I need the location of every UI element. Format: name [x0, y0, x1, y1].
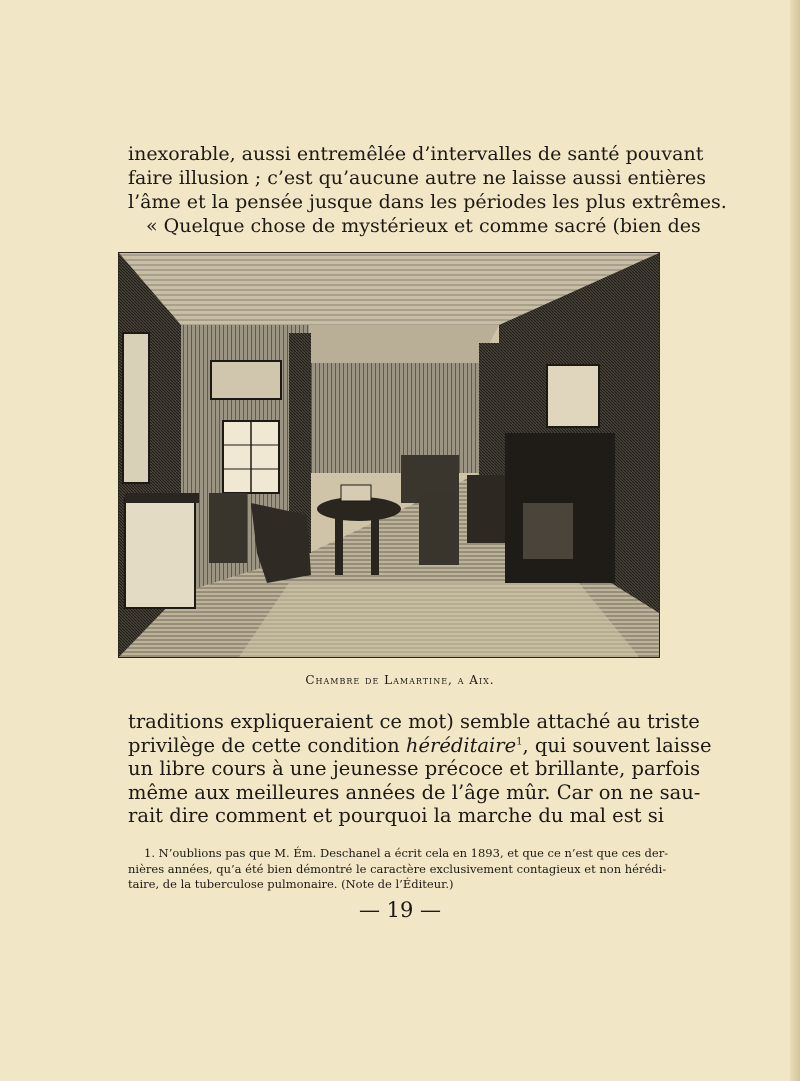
- text-line: traditions expliqueraient ce mot) semble attaché au triste: [128, 710, 700, 733]
- footnote-line: taire, de la tuberculose pulmonaire. (Note de l’Éditeur.): [128, 877, 454, 891]
- italic-word: héréditaire: [405, 733, 517, 757]
- text-line: un libre cours à une jeunesse précoce et brillante, parfois: [128, 757, 701, 780]
- room-engraving-image: [119, 253, 659, 657]
- text-segment: privilège de cette condition: [128, 733, 406, 757]
- page-number: — 19 —: [358, 898, 442, 922]
- paragraph-bottom: [128, 710, 712, 828]
- text-segment: , qui souvent laisse: [522, 733, 712, 757]
- text-line: inexorable, aussi entremêlée d’intervalles de santé pouvant: [128, 143, 704, 165]
- text-line: rait dire comment et pourquoi la marche du mal est si: [128, 804, 665, 827]
- figure-caption: Chambre de Lamartine, a Aix.: [305, 673, 495, 687]
- text-line: [128, 733, 712, 758]
- text-line: l’âme et la pensée jusque dans les périodes les plus extrêmes.: [128, 191, 727, 213]
- text-line: même aux meilleures années de l’âge mûr. Car on ne sau-: [128, 780, 701, 804]
- paragraph-top: [128, 142, 727, 238]
- footnote: [128, 846, 669, 893]
- text-line: faire illusion ; c’est qu’aucune autre ne laisse aussi entières: [128, 167, 707, 189]
- footnote-line: nières années, qu’a été bien démontré le caractère exclusivement contagieux et non hérédi-: [128, 861, 667, 876]
- engraving-illustration: [118, 252, 660, 658]
- footnote-marker: 1: [516, 736, 523, 747]
- footnote-line: 1. N’oublions pas que M. Ém. Deschanel a écrit cela en 1893, et que ce n’est que ces der-: [144, 846, 669, 860]
- text-line: « Quelque chose de mystérieux et comme sacré (bien des: [146, 215, 701, 237]
